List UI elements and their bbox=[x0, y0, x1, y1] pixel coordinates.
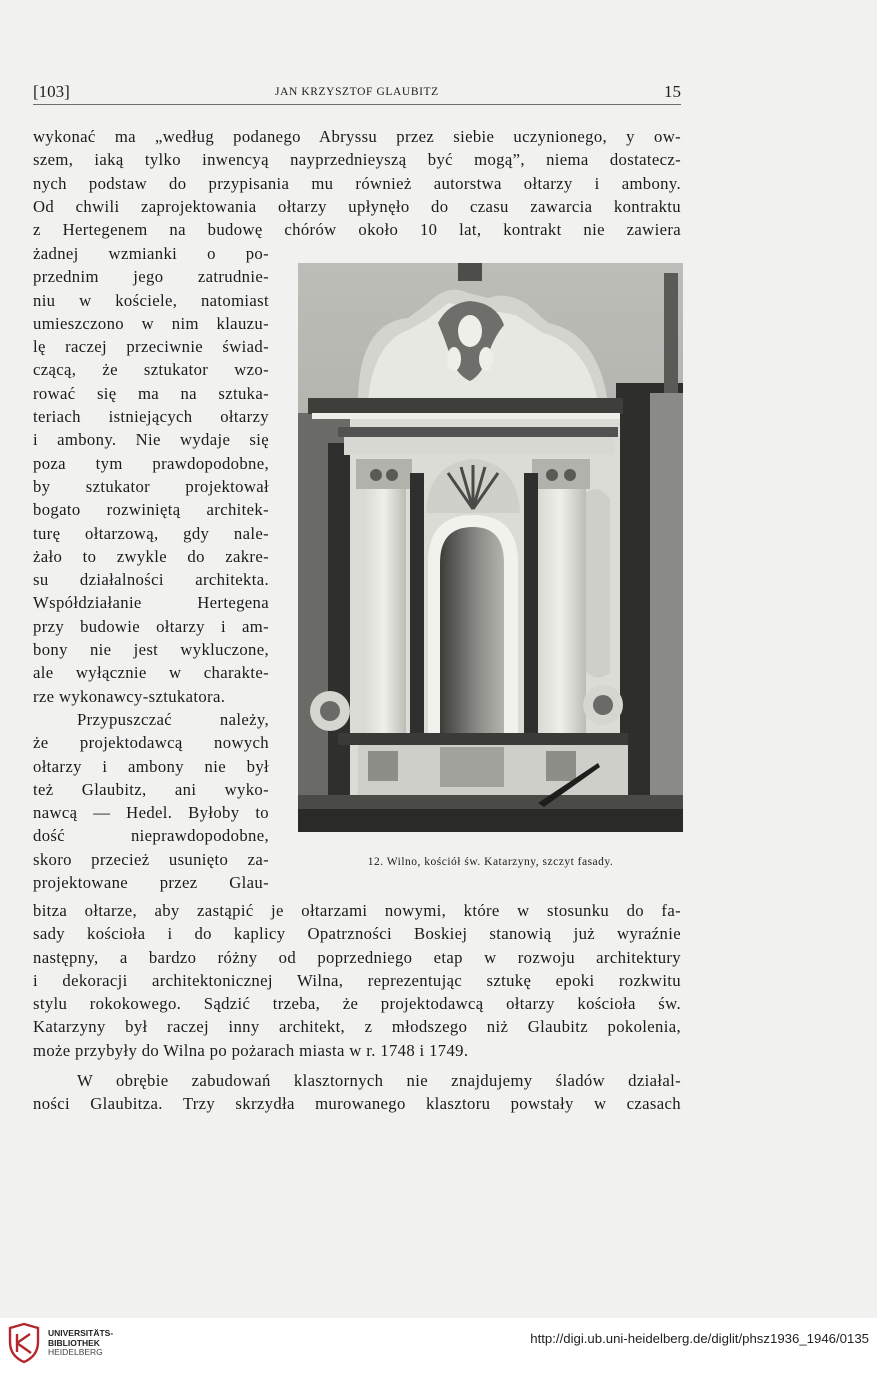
text-line: przy budowie ołtarzy i am- bbox=[33, 616, 269, 636]
library-line: HEIDELBERG bbox=[48, 1347, 103, 1357]
text-line: z Hertegenem na budowę chórów około 10 lat, kontrakt nie zawiera bbox=[33, 220, 681, 240]
text-line: że projektodawcą nowych bbox=[33, 733, 269, 753]
header-rule bbox=[33, 104, 681, 105]
page-reference: [103] bbox=[33, 82, 70, 101]
text-line: projektowane przez Glau- bbox=[33, 873, 269, 893]
text-line: sady kościoła i do kaplicy Opatrzności Boskiej stanowią już wyraźnie bbox=[33, 924, 681, 944]
text-line: Współdziałanie Hertegena bbox=[33, 593, 269, 613]
text-line: przednim jego zatrudnie- bbox=[33, 267, 269, 287]
text-line: dość nieprawdopodobne, bbox=[33, 826, 269, 846]
text-line: poza tym prawdopodobne, bbox=[33, 453, 269, 473]
text-line: ności Glaubitza. Trzy skrzydła murowanego klasztoru powstały w czasach bbox=[33, 1094, 681, 1114]
text-line: następny, a bardzo różny od poprzedniego etap w rozwoju architektury bbox=[33, 947, 681, 967]
text-line: i ambony. Nie wydaje się bbox=[33, 430, 269, 450]
text-line: wykonać ma „według podanego Abryssu przez siebie uczynionego, y ow- bbox=[33, 127, 681, 146]
running-title: JAN KRZYSZTOF GLAUBITZ bbox=[275, 86, 439, 98]
permalink-url[interactable]: http://digi.ub.uni-heidelberg.de/diglit/phsz1936_1946/0135 bbox=[530, 1331, 869, 1346]
text-line: skoro przecież usunięto za- bbox=[33, 849, 269, 869]
text-line: może przybyły do Wilna po pożarach miasta w r. 1748 i 1749. bbox=[33, 1040, 469, 1060]
text-line: bitza ołtarze, aby zastąpić je ołtarzami nowymi, które w stosunku do fa- bbox=[33, 901, 681, 920]
text-line: umieszczono w nim klauzu- bbox=[33, 313, 269, 333]
text-line: turę ołtarzową, gdy nale- bbox=[33, 523, 269, 543]
text-line: stylu rokokowego. Sądzić trzeba, że projektodawcą ołtarzy kościoła św. bbox=[33, 994, 681, 1014]
text-line: lę raczej przeciwnie świad- bbox=[33, 337, 269, 357]
running-header bbox=[33, 82, 681, 104]
text-line: Katarzyny był raczej inny architekt, z młodszego niż Glaubitz pokolenia, bbox=[33, 1017, 681, 1037]
text-line: Przypuszczać należy, bbox=[77, 709, 269, 729]
figure-caption: 12. Wilno, kościół św. Katarzyny, szczyt fasady. bbox=[367, 856, 614, 868]
text-line: teriach istniejących ołtarzy bbox=[33, 407, 269, 427]
text-line: też Glaubitz, ani wyko- bbox=[33, 779, 269, 799]
text-line: niu w kościele, natomiast bbox=[33, 290, 269, 310]
text-line: nawcą — Hedel. Byłoby to bbox=[33, 803, 269, 823]
text-line: i dekoracji architektonicznej Wilna, reprezentując sztukę epoki rozkwitu bbox=[33, 970, 681, 990]
text-line: ale wyłącznie w charakte- bbox=[33, 663, 269, 683]
text-line: żadnej wzmianki o po- bbox=[33, 244, 269, 263]
facade-photo bbox=[298, 263, 683, 832]
text-line: szem, iaką tylko inwencyą nayprzednieyszą być mogą”, niema dostatecz- bbox=[33, 150, 681, 170]
text-line: Od chwili zaprojektowania ołtarzy upłynęło do czasu zawarcia kontraktu bbox=[33, 196, 681, 216]
library-line: UNIVERSITÄTS- bbox=[48, 1328, 114, 1338]
text-line: by sztukator projektował bbox=[33, 476, 269, 496]
text-line: su działalności architekta. bbox=[33, 570, 269, 590]
text-line: czącą, że sztukator wzo- bbox=[33, 360, 269, 380]
text-line: ołtarzy i ambony nie był bbox=[33, 756, 269, 776]
paragraph-top bbox=[33, 125, 681, 241]
heidelberg-library-logo-icon bbox=[6, 1322, 42, 1364]
library-name bbox=[48, 1329, 113, 1358]
side-column bbox=[33, 242, 269, 894]
paragraph-bottom bbox=[33, 899, 681, 1062]
library-line: BIBLIOTHEK bbox=[48, 1337, 100, 1348]
page-number: 15 bbox=[664, 82, 681, 101]
text-line: W obrębie zabudowań klasztornych nie znajdujemy śladów działal- bbox=[77, 1071, 681, 1090]
text-line: bogato rozwiniętą architek- bbox=[33, 500, 269, 520]
viewer-footer bbox=[0, 1318, 877, 1378]
text-line: bony nie jest wykluczone, bbox=[33, 640, 269, 660]
text-line: nych podstaw do przypisania mu również autorstwa ołtarzy i ambony. bbox=[33, 173, 681, 193]
text-line: żało to zwykle do zakre- bbox=[33, 546, 269, 566]
text-line: rze wykonawcy-sztukatora. bbox=[33, 686, 226, 706]
text-line: rować się ma na sztuka- bbox=[33, 383, 269, 403]
paragraph-last bbox=[33, 1069, 681, 1116]
